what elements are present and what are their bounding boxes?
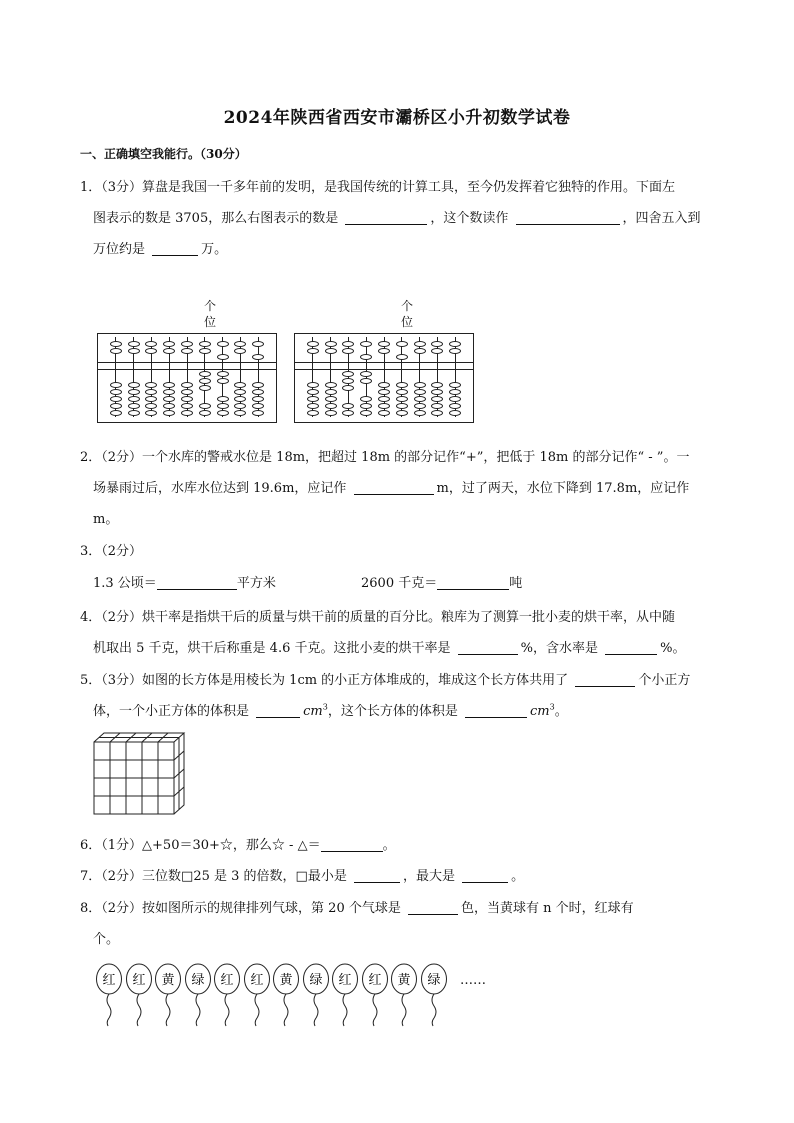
abacus-bead <box>342 410 354 416</box>
section-heading: 一、正确填空我能行。（30分） <box>80 147 247 161</box>
abacus-bead <box>449 341 461 347</box>
abacus-bead <box>181 341 193 347</box>
q4-text: %，含水率是 <box>520 641 603 656</box>
abacus-bead <box>181 403 193 409</box>
abacus-bead <box>449 389 461 395</box>
abacus-bead <box>360 403 372 409</box>
abacus-bead <box>307 348 319 354</box>
q2-line3: m。 <box>93 512 119 527</box>
q5-line2 <box>93 700 568 719</box>
abacus-bead <box>128 403 140 409</box>
abacus-bead <box>199 378 211 384</box>
abacus-bead <box>396 382 408 388</box>
abacus-bead <box>449 410 461 416</box>
abacus-bead <box>360 341 372 347</box>
abacus-bead <box>449 396 461 402</box>
abacus-bead <box>396 354 408 360</box>
abacus-bead <box>217 410 229 416</box>
q5-unit: cm <box>303 704 323 719</box>
abacus-bead <box>307 389 319 395</box>
abacus-bead <box>342 378 354 384</box>
abacus-bead <box>145 382 157 388</box>
q3-blank-1[interactable] <box>157 575 237 590</box>
q4-line2 <box>93 637 685 656</box>
abacus-bead <box>325 348 337 354</box>
balloon-label: 红 <box>220 973 234 988</box>
q7-text: 7．（2分）三位数□25 是 3 的倍数，□最小是 <box>80 869 351 884</box>
q5-text: 。 <box>554 704 568 719</box>
abacus-bead <box>396 410 408 416</box>
q7-line1 <box>80 865 524 884</box>
abacus-bead <box>252 382 264 388</box>
abacus-bead <box>163 341 175 347</box>
abacus-bead <box>181 410 193 416</box>
balloon-label: 绿 <box>426 973 441 988</box>
abacus-bead <box>110 410 122 416</box>
balloon-label: 红 <box>249 973 264 988</box>
q1-blank-round[interactable] <box>152 241 198 256</box>
abacus-bead <box>217 378 229 384</box>
balloon-label: 黄 <box>279 973 293 988</box>
abacus-bead <box>128 341 140 347</box>
q8-blank-color[interactable] <box>408 900 458 915</box>
balloon <box>213 962 241 1028</box>
balloon <box>420 962 448 1028</box>
q4-blank-1[interactable] <box>458 640 518 655</box>
abacus-bead <box>181 396 193 402</box>
abacus-bead <box>145 348 157 354</box>
abacus-bead <box>145 389 157 395</box>
balloon <box>390 962 418 1028</box>
balloon <box>361 962 389 1028</box>
balloon-row <box>95 962 515 1032</box>
abacus-bead <box>360 378 372 384</box>
abacus-bead <box>163 396 175 402</box>
q2-text: m，过了两天，水位下降到 17.8m，应记作 <box>436 481 690 496</box>
abacus-bead <box>128 389 140 395</box>
abacus-bead <box>234 410 246 416</box>
balloon-label: 红 <box>131 973 146 988</box>
abacus-bead <box>110 341 122 347</box>
abacus-bead <box>378 341 390 347</box>
balloon <box>154 962 182 1028</box>
balloon-label: 红 <box>102 973 116 988</box>
abacus-bead <box>431 389 443 395</box>
abacus-bead <box>360 410 372 416</box>
q5-blank-volume[interactable] <box>465 703 527 718</box>
abacus-bead <box>128 382 140 388</box>
abacus-bead <box>378 382 390 388</box>
q5-text: 个小正方 <box>638 673 691 688</box>
abacus-bead <box>342 371 354 377</box>
abacus-bead <box>378 389 390 395</box>
abacus-bead <box>431 403 443 409</box>
balloon-label: 红 <box>367 973 382 988</box>
abacus-right <box>294 333 474 423</box>
abacus-bead <box>181 382 193 388</box>
q8-text: 8．（2分）按如图所示的规律排列气球，第 20 个气球是 <box>80 901 405 916</box>
q8-text: 色，当黄球有 n 个时，红球有 <box>460 901 634 916</box>
q7-blank-min[interactable] <box>354 868 400 883</box>
q4-line1: 4．（2分）烘干率是指烘干后的质量与烘干前的质量的百分比。粮库为了测算一批小麦的烘干率，从中随 <box>80 610 676 625</box>
balloon-label: 绿 <box>190 973 205 988</box>
q4-text: 机取出 5 千克，烘干后称重是 4.6 千克。这批小麦的烘干率是 <box>93 641 455 656</box>
abacus-bead <box>396 403 408 409</box>
abacus-bead <box>181 348 193 354</box>
balloon <box>272 962 300 1028</box>
q7-text: 。 <box>511 869 525 884</box>
abacus-bead <box>342 403 354 409</box>
abacus-bead <box>414 389 426 395</box>
abacus-bead <box>234 396 246 402</box>
abacus-bead <box>217 371 229 377</box>
q2-line1: 2．（2分）一个水库的警戒水位是 18m，把超过 18m 的部分记作“+”，把低于 18m 的部分记作“ - ”。一 <box>80 450 690 465</box>
abacus-bead <box>199 403 211 409</box>
abacus-bead <box>217 354 229 360</box>
abacus-bead <box>360 354 372 360</box>
abacus-bead <box>199 371 211 377</box>
q8-line2: 个。 <box>93 932 120 947</box>
abacus-bead <box>414 341 426 347</box>
q7-blank-max[interactable] <box>462 868 508 883</box>
abacus-bead <box>396 396 408 402</box>
abacus-bead <box>252 396 264 402</box>
q8-line1 <box>80 897 634 916</box>
balloon-label: 黄 <box>161 973 175 988</box>
page-title: 2024年陕西省西安市灞桥区小升初数学试卷 <box>223 108 571 128</box>
abacus-bead <box>252 354 264 360</box>
abacus-bead <box>217 403 229 409</box>
q5-sup: 3 <box>322 702 328 712</box>
abacus-bead <box>128 410 140 416</box>
abacus-bead <box>431 382 443 388</box>
balloon-label: 绿 <box>308 973 323 988</box>
q1-blank-reading[interactable] <box>516 210 620 225</box>
q5-text: 体，一个小正方体的体积是 <box>93 704 254 719</box>
abacus-bead <box>110 396 122 402</box>
abacus-bead <box>431 410 443 416</box>
abacus-bead <box>396 341 408 347</box>
balloon-label: 红 <box>338 973 352 988</box>
abacus-bead <box>110 403 122 409</box>
abacus-bead <box>199 385 211 391</box>
q5-line1 <box>80 669 690 688</box>
abacus-bead <box>325 382 337 388</box>
abacus-bead <box>449 348 461 354</box>
abacus-bead <box>181 389 193 395</box>
abacus-bead <box>234 389 246 395</box>
abacus-bead <box>163 348 175 354</box>
abacus-bead <box>252 341 264 347</box>
q3-text: 吨 <box>509 576 523 591</box>
abacus-bead <box>414 348 426 354</box>
q1-text: ，这个数读作 <box>430 211 513 226</box>
q3-text: 平方米 <box>236 576 276 591</box>
q5-unit: cm <box>529 704 550 719</box>
abacus-bead <box>110 382 122 388</box>
abacus-bead <box>325 389 337 395</box>
abacus-bead <box>199 410 211 416</box>
abacus-bead <box>163 403 175 409</box>
abacus-bead <box>199 348 211 354</box>
q1-text: 图表示的数是 3705，那么右图表示的数是 <box>93 211 343 226</box>
abacus-bead <box>449 403 461 409</box>
q3-blank-2[interactable] <box>437 575 509 590</box>
abacus-bead <box>378 403 390 409</box>
abacus-bead <box>217 341 229 347</box>
q2-text: 场暴雨过后，水库水位达到 19.6m，应记作 <box>93 481 351 496</box>
abacus-bead <box>307 410 319 416</box>
q1-text: ，四舍五入到 <box>622 211 701 226</box>
abacus-bead <box>234 348 246 354</box>
balloon <box>95 962 123 1028</box>
abacus-bead <box>325 341 337 347</box>
abacus-bead <box>217 396 229 402</box>
q6-line1 <box>80 834 396 853</box>
balloon <box>331 962 359 1028</box>
q1-line2 <box>93 207 701 226</box>
abacus-bead <box>431 341 443 347</box>
abacus-bead <box>414 396 426 402</box>
abacus-bead <box>234 403 246 409</box>
abacus-bead <box>128 348 140 354</box>
abacus-bead <box>145 396 157 402</box>
q1-line1: 1．（3分）算盘是我国一千多年前的发明，是我国传统的计算工具，至今仍发挥着它独特的作用。下面左 <box>80 180 676 195</box>
abacus-bead <box>163 389 175 395</box>
abacus-bead <box>325 396 337 402</box>
abacus-bead <box>145 403 157 409</box>
abacus-bead <box>163 382 175 388</box>
abacus-bead <box>378 396 390 402</box>
q2-line2 <box>93 477 689 496</box>
balloon-label: 黄 <box>397 973 411 988</box>
balloon <box>302 962 330 1028</box>
abacus-bead <box>449 382 461 388</box>
abacus-bead <box>110 348 122 354</box>
abacus-left-label: 个位 <box>203 299 216 329</box>
abacus-bead <box>307 396 319 402</box>
q5-text: 5．（3分）如图的长方体是用棱长为 1cm 的小正方体堆成的，堆成这个长方体共用了 <box>80 673 573 688</box>
abacus-bead <box>145 410 157 416</box>
abacus-bead <box>199 341 211 347</box>
abacus-bead <box>307 403 319 409</box>
q3-text: 2600 千克＝ <box>361 576 438 591</box>
abacus-bead <box>342 341 354 347</box>
balloon <box>125 962 153 1028</box>
q1-line3 <box>93 238 227 257</box>
abacus-bead <box>342 348 354 354</box>
abacus-bead <box>252 410 264 416</box>
abacus-bead <box>325 403 337 409</box>
abacus-bead <box>163 410 175 416</box>
q1-text: 万位约是 <box>93 242 150 257</box>
abacus-bead <box>234 341 246 347</box>
q5-blank-count[interactable] <box>575 672 635 687</box>
abacus-bead <box>307 382 319 388</box>
abacus-bead <box>145 341 157 347</box>
q5-blank-unit[interactable] <box>256 703 300 718</box>
q6-blank[interactable] <box>321 837 383 852</box>
q1-blank-number[interactable] <box>345 210 427 225</box>
q1-text: 万。 <box>201 242 228 257</box>
abacus-bead <box>414 382 426 388</box>
abacus-right-label: 个位 <box>400 299 413 329</box>
abacus-bead <box>252 403 264 409</box>
q4-text: %。 <box>660 641 686 656</box>
balloon-ellipsis: …… <box>460 973 486 988</box>
abacus-bead <box>378 348 390 354</box>
q5-text: ，这个长方体的体积是 <box>327 704 462 719</box>
abacus-bead <box>414 403 426 409</box>
q6-text: 6．（1分）△+50＝30+☆，那么☆ - △＝ <box>80 838 321 853</box>
abacus-bead <box>252 389 264 395</box>
q3-part2 <box>361 572 522 591</box>
abacus-bead <box>234 382 246 388</box>
q3-text: 1.3 公顷＝ <box>93 576 157 591</box>
q3-part1 <box>93 572 276 591</box>
balloon <box>243 962 271 1028</box>
abacus-bead <box>360 371 372 377</box>
abacus-bead <box>360 396 372 402</box>
abacus-bead <box>342 385 354 391</box>
q5-sup: 3 <box>549 702 555 712</box>
abacus-bead <box>307 341 319 347</box>
q2-blank-1[interactable] <box>354 480 434 495</box>
abacus-bead <box>378 410 390 416</box>
abacus-bead <box>325 410 337 416</box>
abacus-left <box>97 333 277 423</box>
balloon <box>184 962 212 1028</box>
q7-text: ，最大是 <box>402 869 460 884</box>
cuboid-figure <box>93 732 187 818</box>
abacus-bead <box>128 396 140 402</box>
q3-line1: 3．（2分） <box>80 544 143 559</box>
abacus-bead <box>396 389 408 395</box>
q6-text: 。 <box>382 838 396 853</box>
abacus-bead <box>431 396 443 402</box>
abacus-bead <box>110 389 122 395</box>
q4-blank-2[interactable] <box>605 640 657 655</box>
abacus-bead <box>414 410 426 416</box>
abacus-bead <box>431 348 443 354</box>
